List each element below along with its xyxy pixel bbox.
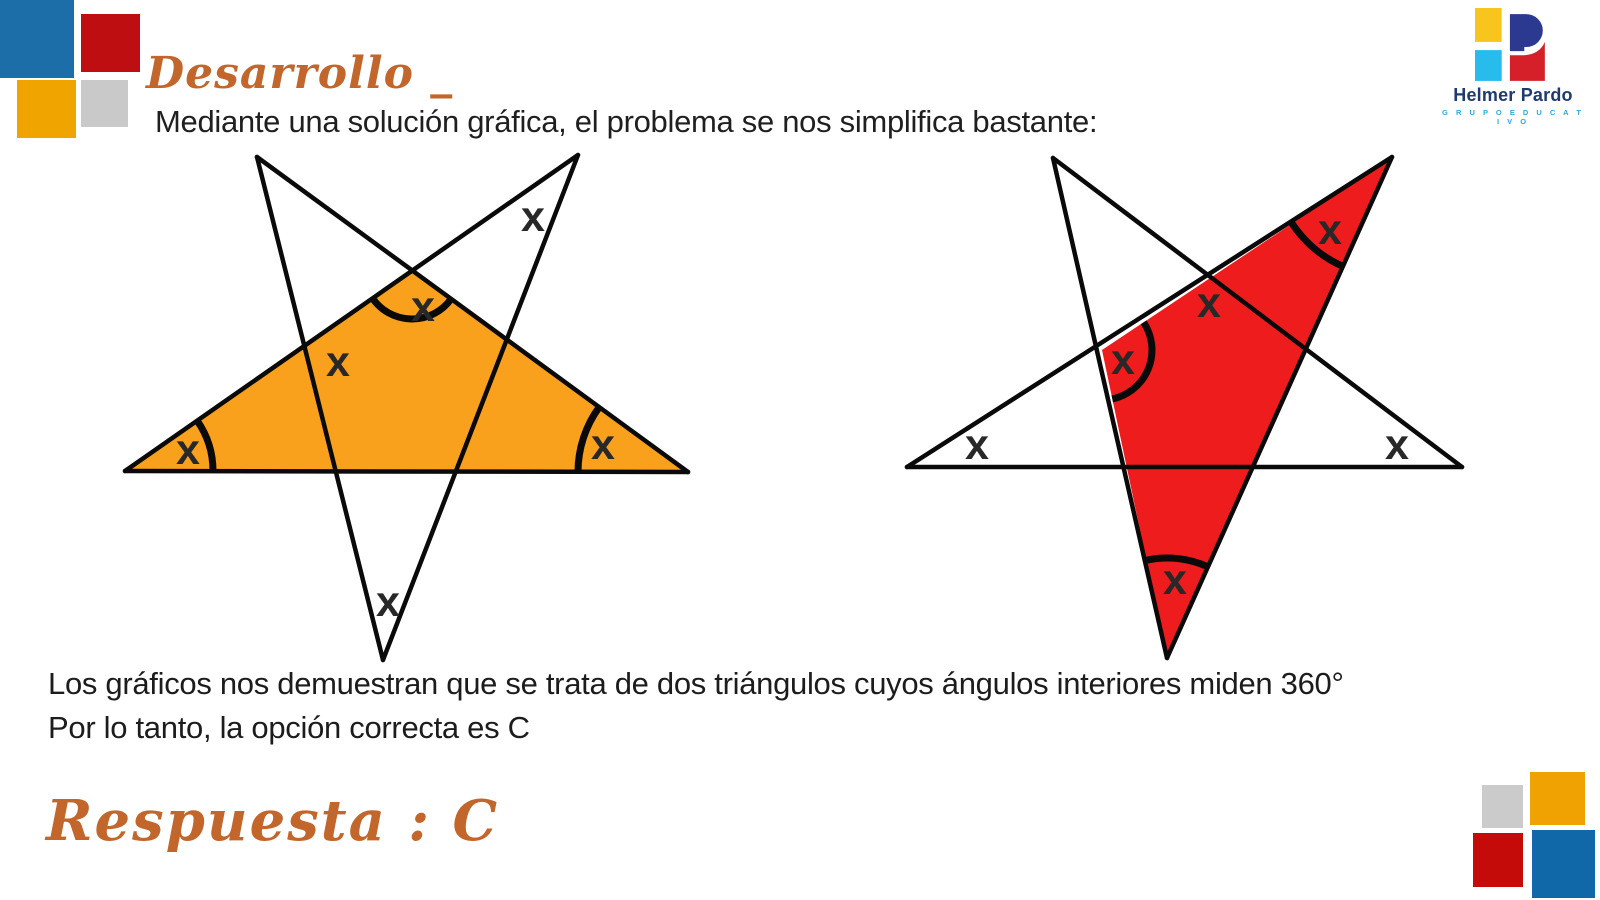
logo-title: Helmer Pardo	[1453, 85, 1573, 105]
right_star-angle-label-x: x	[1318, 206, 1342, 254]
explanation-line-2: Por lo tanto, la opción correcta es C	[48, 710, 530, 745]
left-star-orange-triangle	[125, 155, 688, 660]
right_star-angle-label-x: x	[1163, 556, 1187, 604]
intro-text: Mediante una solución gráfica, el problema se nos simplifica bastante:	[155, 104, 1098, 139]
right-star-red-triangle	[907, 157, 1462, 658]
right-star-red-triangle-fill	[1102, 157, 1392, 658]
right_star-angle-label-x: x	[1111, 336, 1135, 384]
answer-text: Respuesta : C	[46, 788, 500, 854]
logo-subtitle: G R U P O E D U C A T I V O	[1442, 108, 1584, 126]
right_star-angle-label-x: x	[1385, 421, 1409, 469]
left_star-angle-label-x: x	[521, 193, 545, 241]
left_star-angle-label-x: x	[376, 578, 400, 626]
explanation-line-1: Los gráficos nos demuestran que se trata de dos triángulos cuyos ángulos interiores miden 360°	[48, 666, 1344, 701]
helmer-pardo-logo	[1438, 8, 1588, 126]
left_star-angle-label-x: x	[326, 338, 350, 386]
left_star-angle-label-x: x	[411, 283, 435, 331]
explanation-text	[48, 662, 1344, 750]
section-title-desarrollo: Desarrollo _	[146, 48, 454, 99]
helmer-pardo-logo-icon	[1475, 8, 1551, 84]
right_star-angle-label-x: x	[1197, 279, 1221, 327]
left_star-angle-label-x: x	[176, 426, 200, 474]
right_star-angle-label-x: x	[965, 421, 989, 469]
left_star-edge-line	[125, 471, 688, 472]
left_star-angle-label-x: x	[591, 421, 615, 469]
